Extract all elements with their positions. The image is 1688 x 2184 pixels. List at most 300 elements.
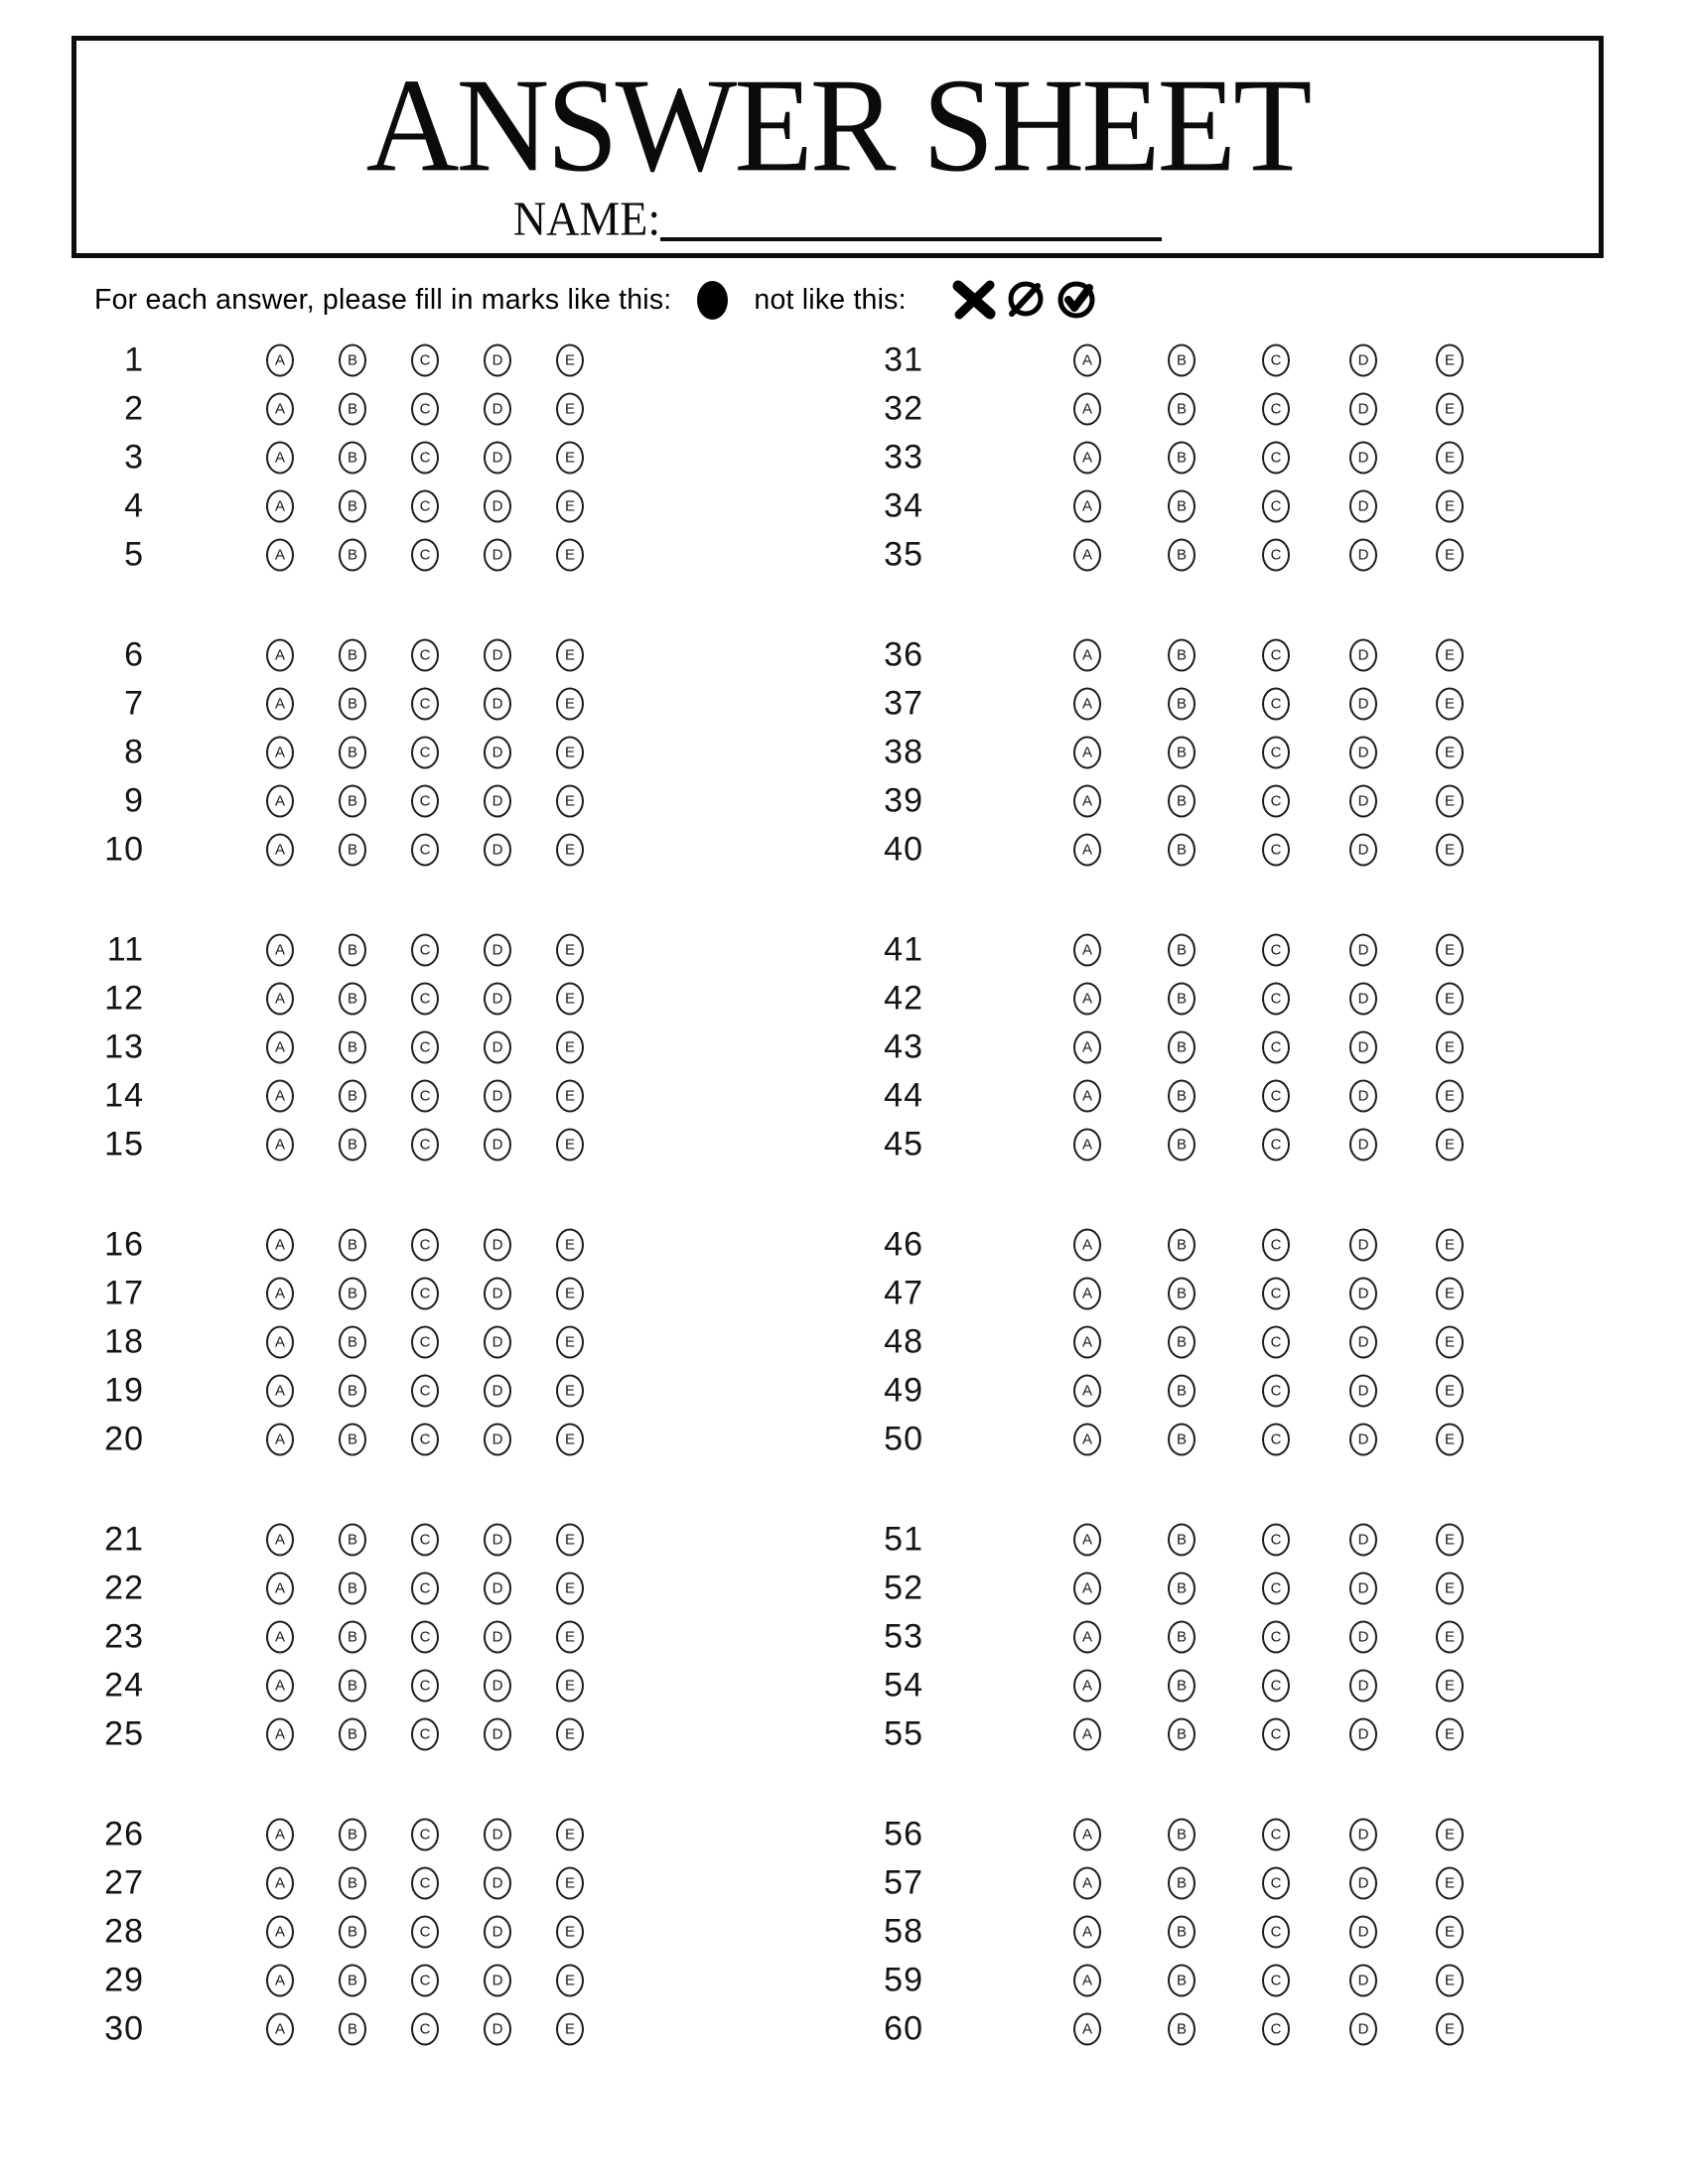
- bubble-option-d[interactable]: D: [484, 833, 511, 866]
- bubble-option-b[interactable]: B: [1168, 1915, 1196, 1948]
- bubble-option-d[interactable]: D: [484, 1717, 511, 1750]
- bubble-option-a[interactable]: A: [266, 784, 294, 817]
- bubble-option-d[interactable]: D: [1349, 343, 1377, 376]
- bubble-option-d[interactable]: D: [1349, 1423, 1377, 1455]
- bubble-option-e[interactable]: E: [1436, 638, 1464, 671]
- bubble-option-c[interactable]: C: [411, 833, 439, 866]
- bubble-option-a[interactable]: A: [1073, 1128, 1101, 1160]
- bubble-option-d[interactable]: D: [1349, 1523, 1377, 1556]
- bubble-option-b[interactable]: B: [339, 1915, 366, 1948]
- bubble-option-d[interactable]: D: [484, 933, 511, 966]
- bubble-option-d[interactable]: D: [1349, 1571, 1377, 1604]
- bubble-option-b[interactable]: B: [1168, 1325, 1196, 1358]
- bubble-option-d[interactable]: D: [484, 1669, 511, 1702]
- bubble-option-d[interactable]: D: [484, 1571, 511, 1604]
- bubble-option-c[interactable]: C: [411, 1423, 439, 1455]
- bubble-option-e[interactable]: E: [1436, 833, 1464, 866]
- bubble-option-d[interactable]: D: [484, 538, 511, 571]
- bubble-option-e[interactable]: E: [556, 441, 584, 474]
- bubble-option-a[interactable]: A: [1073, 1423, 1101, 1455]
- bubble-option-e[interactable]: E: [556, 538, 584, 571]
- bubble-option-c[interactable]: C: [1262, 833, 1290, 866]
- bubble-option-d[interactable]: D: [484, 1030, 511, 1063]
- bubble-option-c[interactable]: C: [1262, 1818, 1290, 1850]
- bubble-option-b[interactable]: B: [339, 1717, 366, 1750]
- bubble-option-b[interactable]: B: [1168, 1277, 1196, 1309]
- bubble-option-e[interactable]: E: [1436, 489, 1464, 522]
- bubble-option-d[interactable]: D: [484, 1620, 511, 1653]
- bubble-option-d[interactable]: D: [1349, 1620, 1377, 1653]
- bubble-option-b[interactable]: B: [339, 1079, 366, 1112]
- bubble-option-e[interactable]: E: [556, 933, 584, 966]
- bubble-option-d[interactable]: D: [1349, 1030, 1377, 1063]
- bubble-option-c[interactable]: C: [1262, 343, 1290, 376]
- bubble-option-a[interactable]: A: [1073, 1915, 1101, 1948]
- bubble-option-a[interactable]: A: [266, 1374, 294, 1407]
- bubble-option-a[interactable]: A: [266, 343, 294, 376]
- bubble-option-e[interactable]: E: [556, 1523, 584, 1556]
- bubble-option-e[interactable]: E: [556, 1866, 584, 1899]
- bubble-option-d[interactable]: D: [1349, 1374, 1377, 1407]
- bubble-option-e[interactable]: E: [556, 1818, 584, 1850]
- bubble-option-e[interactable]: E: [556, 982, 584, 1015]
- bubble-option-b[interactable]: B: [339, 638, 366, 671]
- bubble-option-d[interactable]: D: [1349, 392, 1377, 425]
- bubble-option-b[interactable]: B: [339, 1818, 366, 1850]
- bubble-option-a[interactable]: A: [1073, 1669, 1101, 1702]
- bubble-option-c[interactable]: C: [411, 1866, 439, 1899]
- bubble-option-e[interactable]: E: [1436, 736, 1464, 768]
- bubble-option-d[interactable]: D: [1349, 1866, 1377, 1899]
- bubble-option-a[interactable]: A: [1073, 982, 1101, 1015]
- bubble-option-b[interactable]: B: [1168, 736, 1196, 768]
- bubble-option-c[interactable]: C: [411, 1325, 439, 1358]
- bubble-option-e[interactable]: E: [1436, 1030, 1464, 1063]
- bubble-option-e[interactable]: E: [556, 1717, 584, 1750]
- bubble-option-a[interactable]: A: [266, 638, 294, 671]
- bubble-option-d[interactable]: D: [484, 1866, 511, 1899]
- bubble-option-b[interactable]: B: [1168, 1374, 1196, 1407]
- bubble-option-a[interactable]: A: [1073, 1866, 1101, 1899]
- bubble-option-a[interactable]: A: [1073, 833, 1101, 866]
- bubble-option-a[interactable]: A: [266, 1915, 294, 1948]
- bubble-option-c[interactable]: C: [411, 1818, 439, 1850]
- bubble-option-c[interactable]: C: [411, 1620, 439, 1653]
- bubble-option-d[interactable]: D: [484, 1277, 511, 1309]
- bubble-option-b[interactable]: B: [1168, 1620, 1196, 1653]
- bubble-option-b[interactable]: B: [339, 1964, 366, 1996]
- bubble-option-e[interactable]: E: [556, 1228, 584, 1261]
- bubble-option-e[interactable]: E: [556, 638, 584, 671]
- bubble-option-b[interactable]: B: [339, 736, 366, 768]
- bubble-option-c[interactable]: C: [1262, 638, 1290, 671]
- bubble-option-e[interactable]: E: [1436, 933, 1464, 966]
- bubble-option-b[interactable]: B: [1168, 489, 1196, 522]
- bubble-option-a[interactable]: A: [266, 1571, 294, 1604]
- bubble-option-d[interactable]: D: [484, 2012, 511, 2045]
- bubble-option-c[interactable]: C: [1262, 489, 1290, 522]
- bubble-option-e[interactable]: E: [556, 489, 584, 522]
- bubble-option-a[interactable]: A: [1073, 1374, 1101, 1407]
- bubble-option-e[interactable]: E: [1436, 1964, 1464, 1996]
- bubble-option-c[interactable]: C: [411, 489, 439, 522]
- bubble-option-d[interactable]: D: [484, 1079, 511, 1112]
- bubble-option-a[interactable]: A: [1073, 1030, 1101, 1063]
- bubble-option-c[interactable]: C: [1262, 1228, 1290, 1261]
- bubble-option-a[interactable]: A: [1073, 489, 1101, 522]
- bubble-option-e[interactable]: E: [556, 1423, 584, 1455]
- bubble-option-a[interactable]: A: [266, 1620, 294, 1653]
- bubble-option-b[interactable]: B: [339, 1030, 366, 1063]
- bubble-option-b[interactable]: B: [339, 833, 366, 866]
- bubble-option-a[interactable]: A: [266, 1079, 294, 1112]
- bubble-option-c[interactable]: C: [411, 1277, 439, 1309]
- bubble-option-b[interactable]: B: [339, 2012, 366, 2045]
- bubble-option-b[interactable]: B: [339, 343, 366, 376]
- bubble-option-e[interactable]: E: [1436, 1818, 1464, 1850]
- bubble-option-e[interactable]: E: [1436, 1717, 1464, 1750]
- bubble-option-a[interactable]: A: [1073, 538, 1101, 571]
- bubble-option-b[interactable]: B: [339, 1325, 366, 1358]
- bubble-option-c[interactable]: C: [411, 1228, 439, 1261]
- bubble-option-e[interactable]: E: [1436, 1915, 1464, 1948]
- bubble-option-d[interactable]: D: [484, 1423, 511, 1455]
- bubble-option-c[interactable]: C: [411, 982, 439, 1015]
- bubble-option-a[interactable]: A: [1073, 1523, 1101, 1556]
- bubble-option-a[interactable]: A: [1073, 638, 1101, 671]
- bubble-option-b[interactable]: B: [339, 784, 366, 817]
- bubble-option-e[interactable]: E: [556, 392, 584, 425]
- bubble-option-d[interactable]: D: [1349, 1325, 1377, 1358]
- bubble-option-e[interactable]: E: [1436, 1228, 1464, 1261]
- bubble-option-c[interactable]: C: [411, 687, 439, 720]
- bubble-option-d[interactable]: D: [484, 1915, 511, 1948]
- bubble-option-e[interactable]: E: [1436, 1079, 1464, 1112]
- bubble-option-d[interactable]: D: [1349, 833, 1377, 866]
- bubble-option-b[interactable]: B: [339, 933, 366, 966]
- bubble-option-b[interactable]: B: [339, 538, 366, 571]
- bubble-option-a[interactable]: A: [266, 982, 294, 1015]
- bubble-option-c[interactable]: C: [1262, 1079, 1290, 1112]
- bubble-option-d[interactable]: D: [1349, 1228, 1377, 1261]
- bubble-option-c[interactable]: C: [1262, 1523, 1290, 1556]
- bubble-option-b[interactable]: B: [339, 1669, 366, 1702]
- bubble-option-b[interactable]: B: [1168, 1079, 1196, 1112]
- bubble-option-a[interactable]: A: [266, 1964, 294, 1996]
- bubble-option-e[interactable]: E: [556, 1374, 584, 1407]
- bubble-option-d[interactable]: D: [1349, 1717, 1377, 1750]
- bubble-option-d[interactable]: D: [1349, 441, 1377, 474]
- bubble-option-e[interactable]: E: [1436, 1423, 1464, 1455]
- bubble-option-d[interactable]: D: [1349, 784, 1377, 817]
- bubble-option-c[interactable]: C: [411, 1374, 439, 1407]
- bubble-option-b[interactable]: B: [1168, 638, 1196, 671]
- bubble-option-d[interactable]: D: [1349, 1128, 1377, 1160]
- bubble-option-c[interactable]: C: [1262, 1964, 1290, 1996]
- bubble-option-b[interactable]: B: [1168, 1423, 1196, 1455]
- bubble-option-a[interactable]: A: [266, 1325, 294, 1358]
- bubble-option-a[interactable]: A: [1073, 1325, 1101, 1358]
- bubble-option-a[interactable]: A: [266, 1717, 294, 1750]
- bubble-option-e[interactable]: E: [556, 343, 584, 376]
- bubble-option-d[interactable]: D: [484, 392, 511, 425]
- bubble-option-b[interactable]: B: [339, 1277, 366, 1309]
- bubble-option-e[interactable]: E: [1436, 2012, 1464, 2045]
- bubble-option-d[interactable]: D: [1349, 687, 1377, 720]
- bubble-option-a[interactable]: A: [266, 1277, 294, 1309]
- bubble-option-a[interactable]: A: [266, 538, 294, 571]
- bubble-option-b[interactable]: B: [339, 982, 366, 1015]
- bubble-option-e[interactable]: E: [1436, 1620, 1464, 1653]
- bubble-option-e[interactable]: E: [1436, 687, 1464, 720]
- bubble-option-b[interactable]: B: [1168, 1964, 1196, 1996]
- bubble-option-c[interactable]: C: [1262, 736, 1290, 768]
- bubble-option-e[interactable]: E: [556, 1915, 584, 1948]
- bubble-option-c[interactable]: C: [411, 1915, 439, 1948]
- bubble-option-d[interactable]: D: [484, 1325, 511, 1358]
- bubble-option-a[interactable]: A: [1073, 1277, 1101, 1309]
- bubble-option-a[interactable]: A: [266, 736, 294, 768]
- bubble-option-e[interactable]: E: [556, 784, 584, 817]
- bubble-option-c[interactable]: C: [411, 933, 439, 966]
- bubble-option-a[interactable]: A: [1073, 1717, 1101, 1750]
- bubble-option-c[interactable]: C: [411, 736, 439, 768]
- bubble-option-e[interactable]: E: [556, 833, 584, 866]
- bubble-option-e[interactable]: E: [556, 2012, 584, 2045]
- bubble-option-b[interactable]: B: [1168, 1818, 1196, 1850]
- bubble-option-d[interactable]: D: [1349, 736, 1377, 768]
- bubble-option-c[interactable]: C: [411, 392, 439, 425]
- bubble-option-e[interactable]: E: [556, 1669, 584, 1702]
- bubble-option-d[interactable]: D: [1349, 1669, 1377, 1702]
- bubble-option-b[interactable]: B: [339, 489, 366, 522]
- bubble-option-e[interactable]: E: [1436, 1523, 1464, 1556]
- bubble-option-b[interactable]: B: [1168, 982, 1196, 1015]
- bubble-option-d[interactable]: D: [484, 1128, 511, 1160]
- bubble-option-e[interactable]: E: [556, 1571, 584, 1604]
- bubble-option-c[interactable]: C: [1262, 1915, 1290, 1948]
- bubble-option-c[interactable]: C: [411, 343, 439, 376]
- name-input-line[interactable]: [660, 235, 1162, 241]
- bubble-option-a[interactable]: A: [1073, 1228, 1101, 1261]
- bubble-option-e[interactable]: E: [1436, 1571, 1464, 1604]
- bubble-option-a[interactable]: A: [1073, 1079, 1101, 1112]
- bubble-option-d[interactable]: D: [484, 1523, 511, 1556]
- bubble-option-e[interactable]: E: [556, 687, 584, 720]
- bubble-option-d[interactable]: D: [484, 489, 511, 522]
- bubble-option-c[interactable]: C: [1262, 1277, 1290, 1309]
- bubble-option-b[interactable]: B: [1168, 2012, 1196, 2045]
- bubble-option-b[interactable]: B: [1168, 1228, 1196, 1261]
- bubble-option-b[interactable]: B: [339, 1571, 366, 1604]
- bubble-option-d[interactable]: D: [484, 343, 511, 376]
- bubble-option-b[interactable]: B: [1168, 1866, 1196, 1899]
- bubble-option-d[interactable]: D: [484, 687, 511, 720]
- bubble-option-c[interactable]: C: [411, 1523, 439, 1556]
- bubble-option-d[interactable]: D: [484, 982, 511, 1015]
- bubble-option-b[interactable]: B: [339, 392, 366, 425]
- bubble-option-c[interactable]: C: [1262, 1374, 1290, 1407]
- bubble-option-c[interactable]: C: [1262, 933, 1290, 966]
- bubble-option-e[interactable]: E: [1436, 1866, 1464, 1899]
- bubble-option-e[interactable]: E: [1436, 1325, 1464, 1358]
- bubble-option-d[interactable]: D: [1349, 1964, 1377, 1996]
- bubble-option-e[interactable]: E: [1436, 343, 1464, 376]
- bubble-option-a[interactable]: A: [266, 933, 294, 966]
- bubble-option-d[interactable]: D: [484, 1964, 511, 1996]
- bubble-option-c[interactable]: C: [411, 538, 439, 571]
- bubble-option-a[interactable]: A: [266, 1030, 294, 1063]
- bubble-option-c[interactable]: C: [411, 1669, 439, 1702]
- bubble-option-c[interactable]: C: [411, 638, 439, 671]
- bubble-option-d[interactable]: D: [1349, 982, 1377, 1015]
- bubble-option-a[interactable]: A: [266, 1818, 294, 1850]
- bubble-option-a[interactable]: A: [266, 687, 294, 720]
- bubble-option-a[interactable]: A: [1073, 784, 1101, 817]
- bubble-option-e[interactable]: E: [1436, 1669, 1464, 1702]
- bubble-option-c[interactable]: C: [1262, 392, 1290, 425]
- bubble-option-b[interactable]: B: [339, 1866, 366, 1899]
- bubble-option-e[interactable]: E: [556, 1277, 584, 1309]
- bubble-option-c[interactable]: C: [411, 1128, 439, 1160]
- bubble-option-c[interactable]: C: [411, 784, 439, 817]
- bubble-option-b[interactable]: B: [1168, 1128, 1196, 1160]
- bubble-option-e[interactable]: E: [556, 1620, 584, 1653]
- bubble-option-a[interactable]: A: [1073, 392, 1101, 425]
- bubble-option-c[interactable]: C: [411, 441, 439, 474]
- bubble-option-a[interactable]: A: [266, 1523, 294, 1556]
- bubble-option-c[interactable]: C: [1262, 1423, 1290, 1455]
- bubble-option-b[interactable]: B: [1168, 538, 1196, 571]
- bubble-option-e[interactable]: E: [1436, 538, 1464, 571]
- bubble-option-d[interactable]: D: [484, 784, 511, 817]
- bubble-option-a[interactable]: A: [266, 392, 294, 425]
- bubble-option-e[interactable]: E: [1436, 982, 1464, 1015]
- bubble-option-c[interactable]: C: [1262, 1866, 1290, 1899]
- bubble-option-d[interactable]: D: [1349, 1079, 1377, 1112]
- bubble-option-d[interactable]: D: [1349, 538, 1377, 571]
- bubble-option-b[interactable]: B: [1168, 1717, 1196, 1750]
- bubble-option-c[interactable]: C: [411, 2012, 439, 2045]
- bubble-option-a[interactable]: A: [1073, 1620, 1101, 1653]
- bubble-option-a[interactable]: A: [1073, 933, 1101, 966]
- bubble-option-c[interactable]: C: [1262, 1620, 1290, 1653]
- bubble-option-c[interactable]: C: [1262, 2012, 1290, 2045]
- bubble-option-a[interactable]: A: [266, 1128, 294, 1160]
- bubble-option-b[interactable]: B: [1168, 833, 1196, 866]
- bubble-option-b[interactable]: B: [339, 441, 366, 474]
- bubble-option-e[interactable]: E: [1436, 1128, 1464, 1160]
- bubble-option-e[interactable]: E: [556, 1079, 584, 1112]
- bubble-option-c[interactable]: C: [1262, 441, 1290, 474]
- bubble-option-b[interactable]: B: [1168, 441, 1196, 474]
- bubble-option-a[interactable]: A: [1073, 441, 1101, 474]
- bubble-option-a[interactable]: A: [266, 489, 294, 522]
- bubble-option-e[interactable]: E: [556, 1128, 584, 1160]
- bubble-option-b[interactable]: B: [1168, 1669, 1196, 1702]
- bubble-option-e[interactable]: E: [1436, 784, 1464, 817]
- bubble-option-c[interactable]: C: [1262, 1030, 1290, 1063]
- bubble-option-b[interactable]: B: [339, 1374, 366, 1407]
- bubble-option-c[interactable]: C: [411, 1717, 439, 1750]
- bubble-option-d[interactable]: D: [1349, 2012, 1377, 2045]
- bubble-option-d[interactable]: D: [1349, 1915, 1377, 1948]
- bubble-option-e[interactable]: E: [556, 1964, 584, 1996]
- bubble-option-d[interactable]: D: [484, 638, 511, 671]
- bubble-option-e[interactable]: E: [556, 736, 584, 768]
- bubble-option-d[interactable]: D: [1349, 489, 1377, 522]
- bubble-option-b[interactable]: B: [1168, 784, 1196, 817]
- bubble-option-c[interactable]: C: [1262, 1128, 1290, 1160]
- bubble-option-b[interactable]: B: [339, 1620, 366, 1653]
- bubble-option-c[interactable]: C: [1262, 1571, 1290, 1604]
- bubble-option-c[interactable]: C: [1262, 538, 1290, 571]
- bubble-option-a[interactable]: A: [1073, 1571, 1101, 1604]
- bubble-option-e[interactable]: E: [556, 1325, 584, 1358]
- bubble-option-c[interactable]: C: [1262, 982, 1290, 1015]
- bubble-option-c[interactable]: C: [1262, 1669, 1290, 1702]
- bubble-option-d[interactable]: D: [1349, 1277, 1377, 1309]
- bubble-option-d[interactable]: D: [484, 441, 511, 474]
- bubble-option-d[interactable]: D: [484, 736, 511, 768]
- bubble-option-a[interactable]: A: [266, 441, 294, 474]
- bubble-option-b[interactable]: B: [1168, 1030, 1196, 1063]
- bubble-option-d[interactable]: D: [484, 1818, 511, 1850]
- bubble-option-b[interactable]: B: [1168, 933, 1196, 966]
- bubble-option-c[interactable]: C: [411, 1079, 439, 1112]
- bubble-option-a[interactable]: A: [266, 833, 294, 866]
- bubble-option-a[interactable]: A: [266, 1669, 294, 1702]
- bubble-option-d[interactable]: D: [1349, 933, 1377, 966]
- bubble-option-b[interactable]: B: [1168, 392, 1196, 425]
- bubble-option-a[interactable]: A: [1073, 736, 1101, 768]
- bubble-option-b[interactable]: B: [1168, 343, 1196, 376]
- bubble-option-a[interactable]: A: [266, 1866, 294, 1899]
- bubble-option-b[interactable]: B: [339, 1423, 366, 1455]
- bubble-option-a[interactable]: A: [266, 1423, 294, 1455]
- bubble-option-b[interactable]: B: [339, 1228, 366, 1261]
- bubble-option-e[interactable]: E: [1436, 1374, 1464, 1407]
- bubble-option-b[interactable]: B: [1168, 1571, 1196, 1604]
- bubble-option-b[interactable]: B: [339, 1523, 366, 1556]
- bubble-option-c[interactable]: C: [1262, 1717, 1290, 1750]
- bubble-option-a[interactable]: A: [1073, 687, 1101, 720]
- bubble-option-c[interactable]: C: [1262, 1325, 1290, 1358]
- bubble-option-d[interactable]: D: [1349, 638, 1377, 671]
- bubble-option-d[interactable]: D: [1349, 1818, 1377, 1850]
- bubble-option-e[interactable]: E: [1436, 392, 1464, 425]
- bubble-option-a[interactable]: A: [1073, 343, 1101, 376]
- bubble-option-b[interactable]: B: [339, 1128, 366, 1160]
- bubble-option-a[interactable]: A: [266, 2012, 294, 2045]
- bubble-option-a[interactable]: A: [1073, 1818, 1101, 1850]
- bubble-option-b[interactable]: B: [1168, 687, 1196, 720]
- bubble-option-b[interactable]: B: [339, 687, 366, 720]
- bubble-option-c[interactable]: C: [1262, 687, 1290, 720]
- bubble-option-d[interactable]: D: [484, 1228, 511, 1261]
- bubble-option-d[interactable]: D: [484, 1374, 511, 1407]
- bubble-option-e[interactable]: E: [1436, 1277, 1464, 1309]
- bubble-option-c[interactable]: C: [411, 1964, 439, 1996]
- bubble-option-a[interactable]: A: [1073, 2012, 1101, 2045]
- bubble-option-e[interactable]: E: [1436, 441, 1464, 474]
- bubble-option-b[interactable]: B: [1168, 1523, 1196, 1556]
- bubble-option-a[interactable]: A: [1073, 1964, 1101, 1996]
- bubble-option-a[interactable]: A: [266, 1228, 294, 1261]
- bubble-option-c[interactable]: C: [411, 1571, 439, 1604]
- bubble-option-c[interactable]: C: [1262, 784, 1290, 817]
- bubble-option-e[interactable]: E: [556, 1030, 584, 1063]
